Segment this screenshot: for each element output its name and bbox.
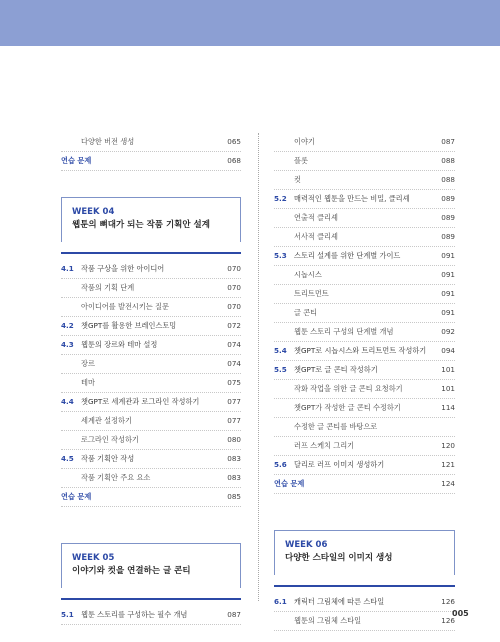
- section-number: 5.4: [274, 346, 287, 355]
- toc-entry: [274, 361, 455, 380]
- entry-page: 074: [227, 340, 241, 349]
- entry-title: 챗GPT가 작성한 글 콘티 수정하기: [294, 403, 401, 412]
- toc-entry: [61, 412, 241, 431]
- entry-title: 다양한 버전 생성: [81, 137, 135, 146]
- toc-entry: [274, 152, 455, 171]
- entry-title: 글 콘티: [294, 308, 318, 317]
- entry-page: 089: [441, 232, 455, 241]
- entry-page: 072: [227, 321, 241, 330]
- entry-page: 085: [227, 492, 241, 501]
- entry-title: 연습 문제: [61, 492, 92, 501]
- entry-page: 077: [227, 416, 241, 425]
- week04-rule: [61, 252, 241, 254]
- entry-title: 테마: [81, 378, 95, 387]
- toc-entry: [274, 266, 455, 285]
- entry-title: 캐릭터 그림체에 따른 스타일: [294, 597, 385, 606]
- toc-entry: [61, 374, 241, 393]
- entry-page: 068: [227, 156, 241, 165]
- section-number: 5.1: [61, 610, 74, 619]
- entry-title: 웹툰의 그림체 스타일: [294, 616, 362, 625]
- section-number: 5.3: [274, 251, 287, 260]
- entry-title: 서사적 클리셰: [294, 232, 338, 241]
- toc-entry: [61, 336, 241, 355]
- entry-title: 챗GPT로 세계관과 로그라인 작성하기: [81, 397, 200, 406]
- toc-entry: [274, 380, 455, 399]
- toc-entry: [274, 285, 455, 304]
- right-top-entries: [274, 133, 455, 494]
- entry-title: 플롯: [294, 156, 308, 165]
- entry-page: 091: [441, 270, 455, 279]
- entry-title: 챗GPT로 글 콘티 작성하기: [294, 365, 378, 374]
- toc-entry: [61, 469, 241, 488]
- entry-title: 작화 작업을 위한 글 콘티 요청하기: [294, 384, 403, 393]
- entry-title: 웹툰 스토리 구성의 단계별 개념: [294, 327, 394, 336]
- entry-title: 챗GPT를 활용한 브레인스토밍: [81, 321, 177, 330]
- entry-title: 매력적인 웹툰을 만드는 비밀, 클리셰: [294, 194, 410, 203]
- toc-entry: [274, 342, 455, 361]
- entry-title: 장르: [81, 359, 95, 368]
- section-number: 5.6: [274, 460, 287, 469]
- toc-entry: [61, 393, 241, 412]
- week05-entries: [61, 606, 241, 625]
- toc-entry: [274, 475, 455, 494]
- entry-page: 077: [227, 397, 241, 406]
- toc-entry: [274, 228, 455, 247]
- entry-page: 088: [441, 156, 455, 165]
- entry-page: 083: [227, 473, 241, 482]
- entry-page: 089: [441, 194, 455, 203]
- toc-entry: [274, 399, 455, 418]
- entry-title: 작품 기획안 작성: [81, 454, 135, 463]
- toc-entry: [274, 209, 455, 228]
- right-column: [274, 133, 455, 631]
- entry-title: 로그라인 작성하기: [81, 435, 139, 444]
- entry-title: 작품 기획안 주요 요소: [81, 473, 151, 482]
- entry-title: 웹툰의 장르와 테마 설정: [81, 340, 158, 349]
- entry-page: 126: [441, 616, 455, 625]
- toc-entry: [61, 355, 241, 374]
- entry-page: 087: [227, 610, 241, 619]
- page-number: 005: [452, 609, 469, 618]
- week06-box: [274, 530, 455, 575]
- toc-entry: [274, 323, 455, 342]
- week06-entries: [274, 593, 455, 631]
- entry-title: 시놉시스: [294, 270, 322, 279]
- toc-entry: [61, 488, 241, 507]
- entry-page: 091: [441, 308, 455, 317]
- section-number: 5.2: [274, 194, 287, 203]
- toc-entry: [61, 450, 241, 469]
- toc-entry: [274, 247, 455, 266]
- entry-page: 091: [441, 251, 455, 260]
- entry-page: 070: [227, 302, 241, 311]
- entry-page: 074: [227, 359, 241, 368]
- week04-title: 웹툰의 뼈대가 되는 작품 기획안 설계: [72, 220, 210, 230]
- week05-rule: [61, 598, 241, 600]
- left-column: [61, 133, 241, 625]
- entry-page: 101: [441, 365, 455, 374]
- entry-title: 작품 구상을 위한 아이디어: [81, 264, 165, 273]
- toc-entry: [274, 171, 455, 190]
- section-number: 4.2: [61, 321, 74, 330]
- entry-title: 작품의 기획 단계: [81, 283, 135, 292]
- entry-title: 달리로 러프 이미지 생성하기: [294, 460, 385, 469]
- entry-title: 웹툰 스토리를 구성하는 필수 개념: [81, 610, 188, 619]
- entry-title: 연출적 클리셰: [294, 213, 338, 222]
- week05-title: 이야기와 컷을 연결하는 글 콘티: [72, 566, 191, 576]
- entry-page: 070: [227, 283, 241, 292]
- toc-entry: [274, 304, 455, 323]
- toc-entry: [274, 133, 455, 152]
- entry-page: 101: [441, 384, 455, 393]
- toc-entry: [61, 279, 241, 298]
- entry-page: 089: [441, 213, 455, 222]
- entry-page: 120: [441, 441, 455, 450]
- header-band: [0, 0, 500, 46]
- week06-label: WEEK 06: [285, 540, 328, 550]
- entry-page: 080: [227, 435, 241, 444]
- entry-page: 088: [441, 175, 455, 184]
- toc-entry: [274, 418, 455, 437]
- toc-entry: [61, 298, 241, 317]
- entry-title: 세계관 설정하기: [81, 416, 132, 425]
- section-number: 4.1: [61, 264, 74, 273]
- toc-entry: [274, 190, 455, 209]
- entry-page: 092: [441, 327, 455, 336]
- week05-box: [61, 543, 241, 588]
- entry-page: 121: [441, 460, 455, 469]
- entry-title: 스토리 설계를 위한 단계별 가이드: [294, 251, 401, 260]
- section-number: 6.1: [274, 597, 287, 606]
- toc-entry: [61, 317, 241, 336]
- toc-entry: [61, 431, 241, 450]
- toc-entry: [61, 260, 241, 279]
- week06-rule: [274, 585, 455, 587]
- entry-title: 수정한 글 콘티를 바탕으로: [294, 422, 378, 431]
- toc-entry: [274, 593, 455, 612]
- entry-page: 124: [441, 479, 455, 488]
- entry-page: 126: [441, 597, 455, 606]
- entry-title: 아이디어를 발전시키는 질문: [81, 302, 169, 311]
- toc-entry: [61, 152, 241, 171]
- entry-page: 087: [441, 137, 455, 146]
- left-top-entries: [61, 133, 241, 171]
- toc-entry: [61, 133, 241, 152]
- entry-page: 091: [441, 289, 455, 298]
- toc-entry: [274, 612, 455, 631]
- section-number: 5.5: [274, 365, 287, 374]
- section-number: 4.5: [61, 454, 74, 463]
- week04-box: [61, 197, 241, 242]
- week04-entries: [61, 260, 241, 507]
- entry-page: 094: [441, 346, 455, 355]
- entry-title: 이야기: [294, 137, 315, 146]
- toc-entry: [274, 437, 455, 456]
- week06-title: 다양한 스타일의 이미지 생성: [285, 553, 393, 563]
- entry-title: 연습 문제: [274, 479, 305, 488]
- week05-label: WEEK 05: [72, 553, 115, 563]
- entry-page: 065: [227, 137, 241, 146]
- entry-title: 컷: [294, 175, 301, 184]
- week04-label: WEEK 04: [72, 207, 115, 217]
- toc-entry: [274, 456, 455, 475]
- entry-title: 연습 문제: [61, 156, 92, 165]
- entry-page: 083: [227, 454, 241, 463]
- section-number: 4.3: [61, 340, 74, 349]
- section-number: 4.4: [61, 397, 74, 406]
- entry-title: 러프 스케치 그리기: [294, 441, 355, 450]
- entry-page: 070: [227, 264, 241, 273]
- entry-title: 챗GPT로 시놉시스와 트리트먼트 작성하기: [294, 346, 427, 355]
- entry-page: 114: [441, 403, 455, 412]
- entry-page: 075: [227, 378, 241, 387]
- entry-title: 트리트먼트: [294, 289, 329, 298]
- column-divider: [258, 133, 259, 601]
- toc-entry: [61, 606, 241, 625]
